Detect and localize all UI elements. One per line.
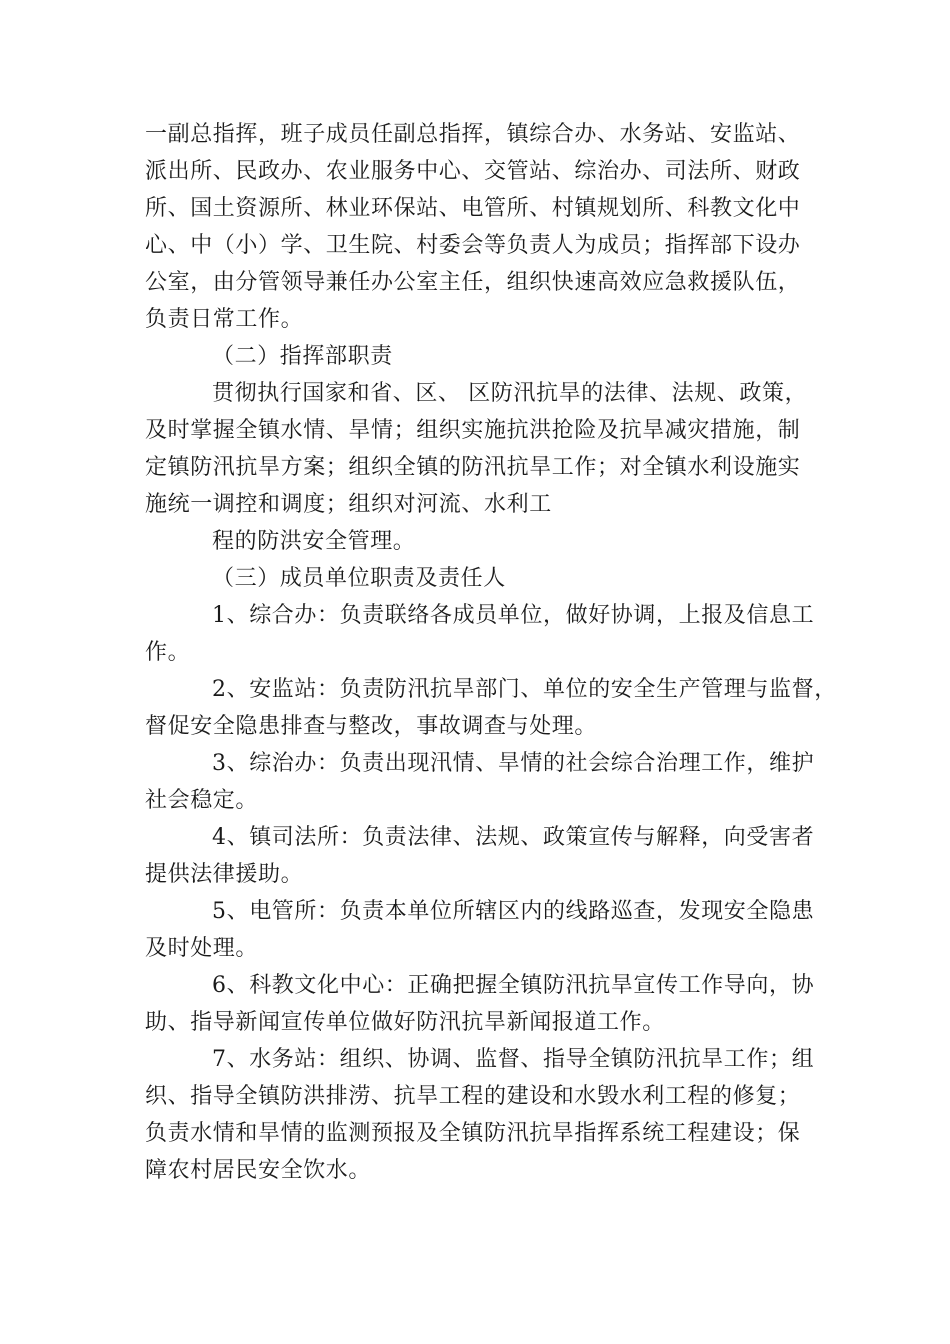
paragraph-line: 助、指导新闻宣传单位做好防汛抗旱新闻报道工作。: [145, 1010, 665, 1035]
paragraph-line: 程的防洪安全管理。: [212, 529, 416, 554]
paragraph-line: 1、综合办：负责联络各成员单位，做好协调，上报及信息工: [212, 603, 815, 628]
paragraph-line: 障农村居民安全饮水。: [145, 1158, 372, 1183]
paragraph-line: 3、综治办：负责出现汛情、旱情的社会综合治理工作，维护: [212, 751, 815, 776]
paragraph-line: 及时掌握全镇水情、旱情；组织实施抗洪抢险及抗旱减灾措施，制: [145, 418, 801, 443]
paragraph-line: 织、指导全镇防洪排涝、抗旱工程的建设和水毁水利工程的修复；: [145, 1084, 801, 1109]
paragraph-line: 7、水务站：组织、协调、监督、指导全镇防汛抗旱工作；组: [212, 1047, 815, 1072]
paragraph-line: 心、中（小）学、卫生院、村委会等负责人为成员；指挥部下设办: [145, 233, 801, 258]
paragraph-line: 所、国土资源所、林业环保站、电管所、村镇规划所、科教文化中: [145, 196, 801, 221]
paragraph-line: 贯彻执行国家和省、区、 区防汛抗旱的法律、法规、政策，: [212, 381, 808, 406]
paragraph-line: 负责水情和旱情的监测预报及全镇防汛抗旱指挥系统工程建设；保: [145, 1121, 801, 1146]
section-heading-2: （二）指挥部职责: [212, 344, 393, 369]
paragraph-line: 公室，由分管领导兼任办公室主任，组织快速高效应急救援队伍，: [145, 270, 801, 295]
paragraph-line: 提供法律援助。: [145, 862, 304, 887]
paragraph-line: 5、电管所：负责本单位所辖区内的线路巡查，发现安全隐患: [212, 899, 815, 924]
paragraph-line: 社会稳定。: [145, 788, 259, 813]
paragraph-line: 一副总指挥，班子成员任副总指挥，镇综合办、水务站、安监站、: [145, 122, 801, 147]
paragraph-line: 督促安全隐患排查与整改，事故调查与处理。: [145, 714, 598, 739]
paragraph-line: 施统一调控和调度；组织对河流、水利工: [145, 492, 552, 517]
paragraph-line: 负责日常工作。: [145, 307, 304, 332]
paragraph-line: 4、镇司法所：负责法律、法规、政策宣传与解释，向受害者: [212, 825, 815, 850]
paragraph-line: 2、安监站：负责防汛抗旱部门、单位的安全生产管理与监督，: [212, 677, 837, 702]
paragraph-line: 及时处理。: [145, 936, 259, 961]
paragraph-line: 6、科教文化中心：正确把握全镇防汛抗旱宣传工作导向，协: [212, 973, 815, 998]
section-heading-3: （三）成员单位职责及责任人: [212, 566, 506, 591]
paragraph-line: 派出所、民政办、农业服务中心、交管站、综治办、司法所、财政: [145, 159, 801, 184]
paragraph-line: 作。: [145, 640, 191, 665]
paragraph-line: 定镇防汛抗旱方案；组织全镇的防汛抗旱工作；对全镇水利设施实: [145, 455, 801, 480]
